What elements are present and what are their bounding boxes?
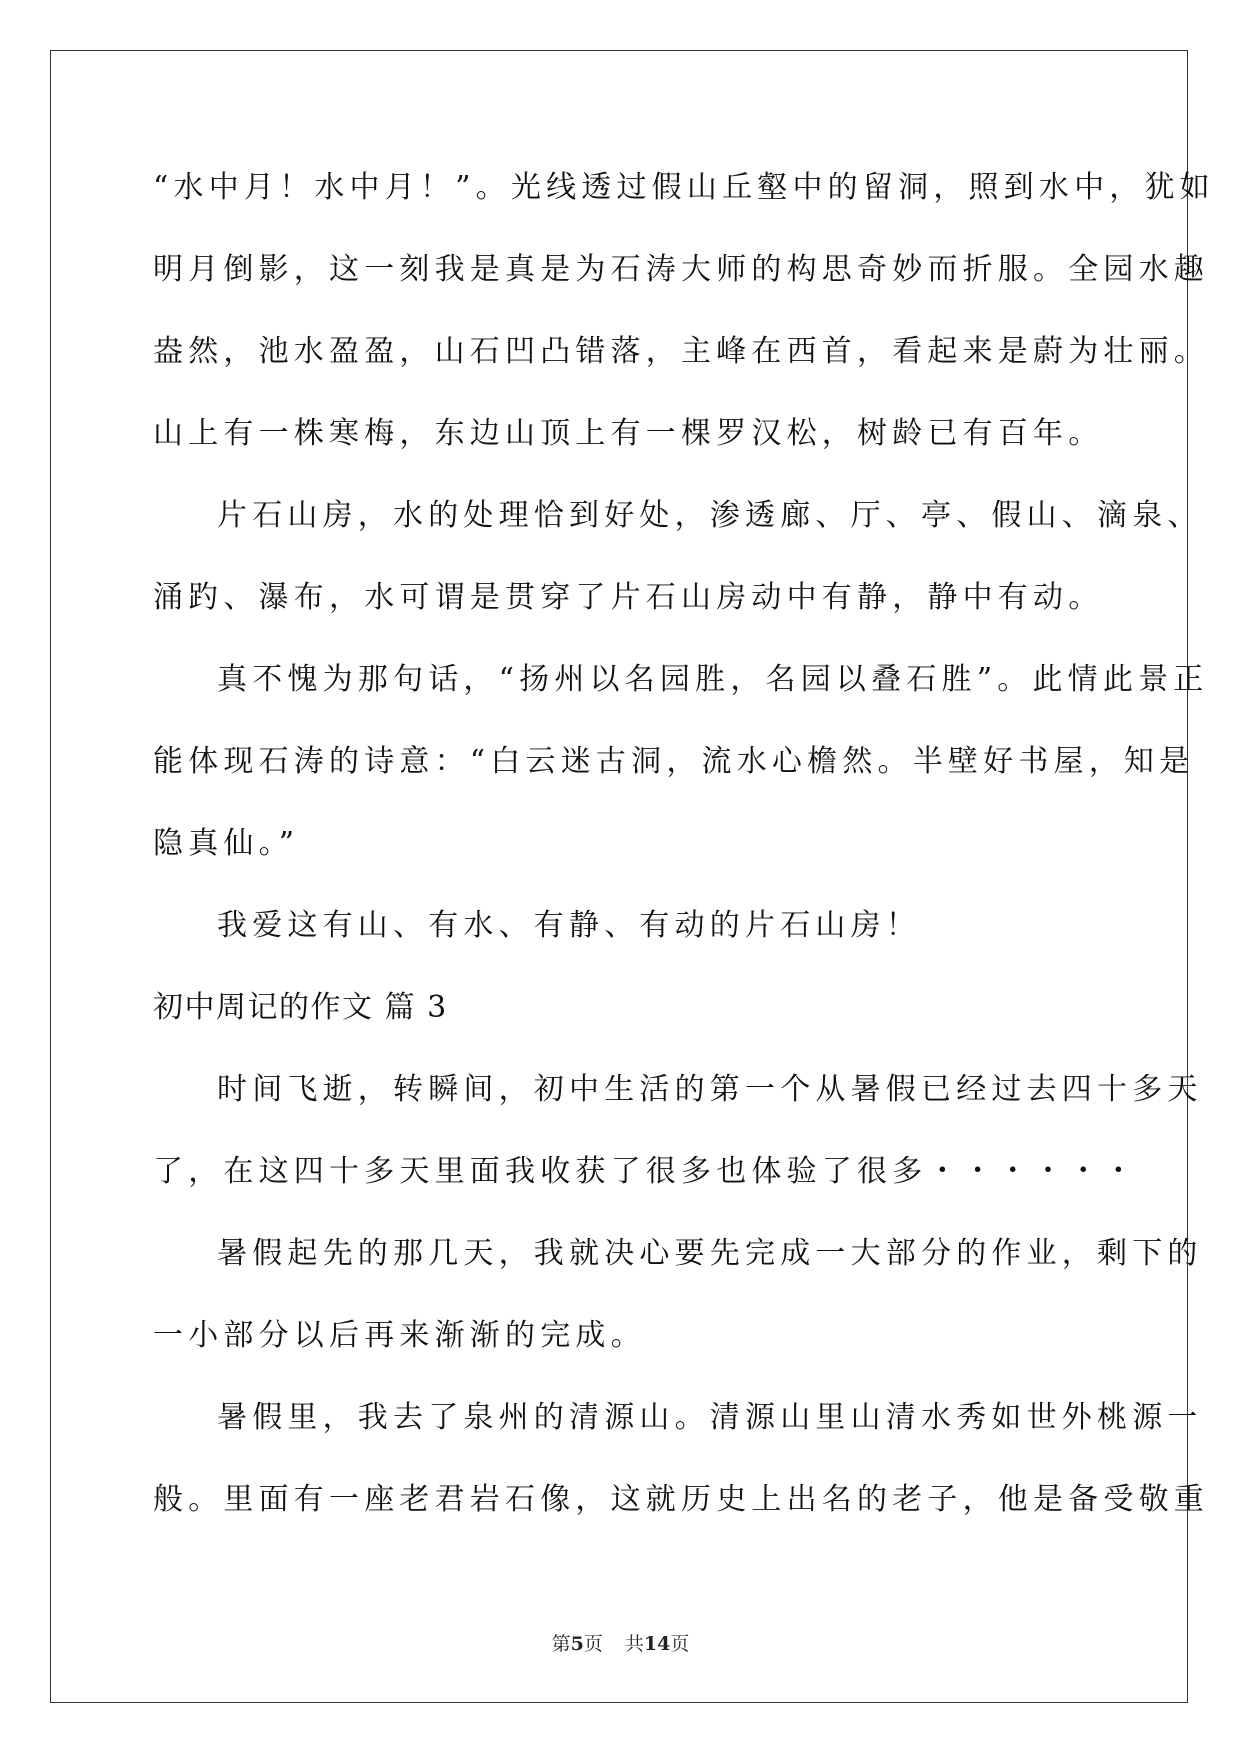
text-line: “水中月！水中月！”。光线透过假山丘壑中的留洞，照到水中，犹如 xyxy=(153,170,1215,205)
paragraph-start-line: 我爱这有山、有水、有静、有动的片石山房！ xyxy=(217,908,921,943)
total-page-count: 14 xyxy=(643,1633,671,1655)
current-page-number: 5 xyxy=(570,1633,584,1655)
text-line: 能体现石涛的诗意：“白云迷古洞，流水心檐然。半壁好书屋，知是 xyxy=(153,744,1195,779)
text-line: 明月倒影，这一刻我是真是为石涛大师的构思奇妙而折服。全园水趣 xyxy=(153,252,1209,287)
document-body xyxy=(153,158,1215,1552)
text-line: 盎然，池水盈盈，山石凹凸错落，主峰在西首，看起来是蔚为壮丽。 xyxy=(153,334,1209,369)
paragraph-start-line: 暑假起先的那几天，我就决心要先完成一大部分的作业，剩下的 xyxy=(217,1236,1203,1271)
page-footer xyxy=(0,1632,1241,1656)
text-line: 山上有一株寒梅，东边山顶上有一棵罗汉松，树龄已有百年。 xyxy=(153,416,1104,451)
total-suffix: 页 xyxy=(670,1633,690,1655)
text-line: 一小部分以后再来渐渐的完成。 xyxy=(153,1318,646,1353)
paragraph-start-line: 片石山房，水的处理恰到好处，渗透廊、厅、亭、假山、滴泉、 xyxy=(217,498,1203,533)
text-line: 隐真仙。” xyxy=(153,826,300,861)
text-line: 了，在这四十多天里面我收获了很多也体验了很多・・・・・・ xyxy=(153,1154,1139,1189)
text-line: 涌趵、瀑布，水可谓是贯穿了片石山房动中有静，静中有动。 xyxy=(153,580,1104,615)
paragraph-start-line: 真不愧为那句话，“扬州以名园胜，名园以叠石胜”。此情此景正 xyxy=(217,662,1209,697)
paragraph-start-line: 时间飞逝，转瞬间，初中生活的第一个从暑假已经过去四十多天 xyxy=(217,1072,1203,1107)
text-line: 般。里面有一座老君岩石像，这就历史上出名的老子，他是备受敬重 xyxy=(153,1482,1209,1517)
section-heading: 初中周记的作文 篇 3 xyxy=(153,990,448,1025)
total-prefix: 共 xyxy=(624,1633,644,1655)
paragraph-start-line: 暑假里，我去了泉州的清源山。清源山里山清水秀如世外桃源一 xyxy=(217,1400,1203,1435)
page-prefix: 第 xyxy=(551,1633,571,1655)
page-suffix: 页 xyxy=(583,1633,603,1655)
